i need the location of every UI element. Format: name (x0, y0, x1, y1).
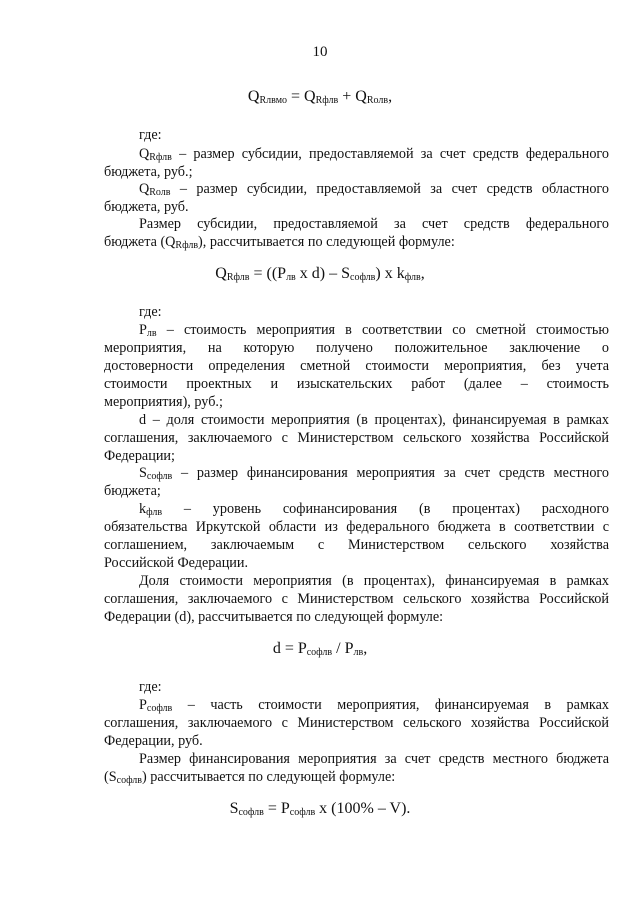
def-plv-line2: мероприятия, на которую получено положительное заключение о (104, 340, 609, 356)
def-qrolv-line1: $Q_{Rолв}$ – размер субсидии, предоставляемой за счет средств областного (139, 181, 609, 198)
local-intro-line1: Размер финансирования мероприятия за счет средств местного бюджета (139, 751, 609, 767)
def-plv-line4: стоимости проектных и изыскательских работ (далее – стоимость (104, 376, 609, 392)
subsidy-intro-line2: бюджета $(Q_{Rфлв})$, рассчитывается по следующей формуле: (104, 234, 455, 251)
def-d-line2: соглашения, заключаемого с Министерством сельского хозяйства Российской (104, 430, 609, 446)
page-number: 10 (312, 44, 328, 60)
def-kflv-line1: $k_{флв}$ – уровень софинансирования (в процентах) расходного (139, 501, 609, 518)
formula-federal-subsidy: $Q_{Rфлв} = ((P_{лв}$ x $d) - S_{софлв}$) x $k_{флв}$, (215, 265, 425, 283)
share-intro-line2: соглашения, заключаемого с Министерством сельского хозяйства Российской (104, 591, 609, 607)
def-plv-line5: мероприятия), руб.; (104, 394, 223, 410)
where-label: где: (139, 304, 162, 320)
def-d-line3: Федерации; (104, 448, 175, 464)
subsidy-intro-line1: Размер субсидии, предоставляемой за счет средств федерального (139, 216, 609, 232)
where-label: где: (139, 679, 162, 695)
def-psofl-line3: Федерации, руб. (104, 733, 203, 749)
def-psofl-line2: соглашения, заключаемого с Министерством сельского хозяйства Российской (104, 715, 609, 731)
formula-local-financing: $S_{софлв} = P_{софлв}$ x (100% – V). (229, 800, 411, 818)
share-intro-line1: Доля стоимости мероприятия (в процентах), финансируемая в рамках (139, 573, 609, 589)
share-intro-line3: Федерации (d), рассчитывается по следующей формуле: (104, 609, 444, 625)
formula-total-subsidy: $Q_{Rлвмо} = Q_{Rфлв} + Q_{Rолв}$, (247, 88, 393, 106)
def-kflv-line4: Российской Федерации. (104, 555, 249, 571)
def-qrolv-line2: бюджета, руб. (104, 199, 189, 215)
def-qrflv-line2: бюджета, руб.; (104, 164, 193, 180)
def-sofl-line1: $S_{софлв}$ – размер финансирования мероприятия за счет средств местного (139, 465, 609, 482)
formula-share-d: $d = P_{софлв} / P_{лв}$, (272, 640, 368, 658)
where-label: где: (139, 127, 162, 143)
local-intro-line2: $(S_{софлв})$ рассчитывается по следующей формуле: (104, 769, 396, 786)
def-sofl-line2: бюджета; (104, 483, 161, 499)
def-kflv-line2: обязательства Иркутской области из федерального бюджета в соответствии с (104, 519, 609, 535)
def-plv-line1: $P_{лв}$ – стоимость мероприятия в соответствии со сметной стоимостью (139, 322, 609, 339)
def-psofl-line1: $P_{софлв}$ – часть стоимости мероприятия, финансируемая в рамках (139, 697, 609, 714)
def-kflv-line3: соглашением, заключаемым с Министерством сельского хозяйства (104, 537, 609, 553)
def-d-line1: d – доля стоимости мероприятия (в процентах), финансируемая в рамках (139, 412, 609, 428)
def-qrflv-line1: $Q_{Rфлв}$ – размер субсидии, предоставляемой за счет средств федерального (139, 146, 609, 163)
def-plv-line3: достоверности определения сметной стоимости мероприятия, без учета (104, 358, 609, 374)
